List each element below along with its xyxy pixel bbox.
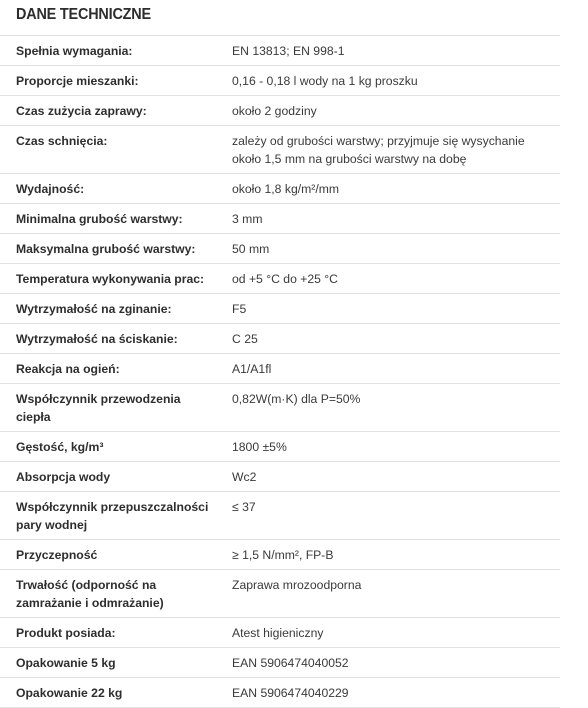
- row-value: od +5 °C do +25 °C: [232, 272, 338, 286]
- row-label: Trwałość (odporność na zamrażanie i odmrażanie): [16, 578, 164, 610]
- table-row: [0, 461, 560, 491]
- row-value: ≤ 37: [232, 500, 256, 514]
- row-label: Minimalna grubość warstwy:: [16, 212, 183, 226]
- row-value: Atest higieniczny: [232, 626, 324, 640]
- row-label: Spełnia wymagania:: [16, 44, 133, 58]
- row-label: Gęstość, kg/m³: [16, 440, 104, 454]
- row-value: EAN 5906474040229: [232, 686, 349, 700]
- row-value: A1/A1fl: [232, 362, 272, 376]
- row-label: Opakowanie 5 kg: [16, 656, 116, 670]
- row-label: Czas schnięcia:: [16, 134, 108, 148]
- table-row: [0, 125, 560, 173]
- row-label: Przyczepność: [16, 548, 98, 562]
- row-label: Produkt posiada:: [16, 626, 116, 640]
- row-value: 3 mm: [232, 212, 263, 226]
- row-value: C 25: [232, 332, 258, 346]
- table-row: [0, 383, 560, 431]
- row-label: Opakowanie 22 kg: [16, 686, 123, 700]
- row-label: Temperatura wykonywania prac:: [16, 272, 205, 286]
- section-heading: DANE TECHNICZNE: [16, 6, 151, 23]
- row-label: Wytrzymałość na zginanie:: [16, 302, 172, 316]
- row-label: Współczynnik przepuszczalności pary wodnej: [16, 500, 209, 532]
- row-label: Maksymalna grubość warstwy:: [16, 242, 196, 256]
- row-value: około 2 godziny: [232, 104, 317, 118]
- row-label: Współczynnik przewodzenia ciepła: [16, 392, 181, 424]
- table-row: [0, 491, 560, 539]
- table-row: [0, 353, 560, 383]
- row-label: Wydajność:: [16, 182, 85, 196]
- table-row: [0, 323, 560, 353]
- technical-data-table: [0, 35, 560, 708]
- table-row: [0, 293, 560, 323]
- table-row: [0, 617, 560, 647]
- row-value: 0,16 - 0,18 l wody na 1 kg proszku: [232, 74, 418, 88]
- row-value: Wc2: [232, 470, 257, 484]
- row-value: 0,82W(m·K) dla P=50%: [232, 392, 361, 406]
- row-label: Czas zużycia zaprawy:: [16, 104, 147, 118]
- table-row: [0, 263, 560, 293]
- table-row: [0, 647, 560, 677]
- table-row: [0, 569, 560, 617]
- table-row: [0, 35, 560, 65]
- table-row: [0, 65, 560, 95]
- row-value: 50 mm: [232, 242, 270, 256]
- table-row: [0, 233, 560, 263]
- row-value: 1800 ±5%: [232, 440, 287, 454]
- table-row: [0, 173, 560, 203]
- table-row: [0, 539, 560, 569]
- row-label: Reakcja na ogień:: [16, 362, 120, 376]
- row-value: EAN 5906474040052: [232, 656, 349, 670]
- row-label: Absorpcja wody: [16, 470, 111, 484]
- table-row: [0, 431, 560, 461]
- table-row: [0, 203, 560, 233]
- row-label: Proporcje mieszanki:: [16, 74, 139, 88]
- row-value: zależy od grubości warstwy; przyjmuje się wysychanie około 1,5 mm na grubości warstwy na dobę: [232, 134, 525, 166]
- table-row: [0, 95, 560, 125]
- row-value: EN 13813; EN 998-1: [232, 44, 345, 58]
- table-row: [0, 677, 560, 708]
- row-value: Zaprawa mrozoodporna: [232, 578, 362, 592]
- row-value: F5: [232, 302, 247, 316]
- row-label: Wytrzymałość na ściskanie:: [16, 332, 178, 346]
- row-value: ≥ 1,5 N/mm², FP-B: [232, 548, 334, 562]
- row-value: około 1,8 kg/m²/mm: [232, 182, 340, 196]
